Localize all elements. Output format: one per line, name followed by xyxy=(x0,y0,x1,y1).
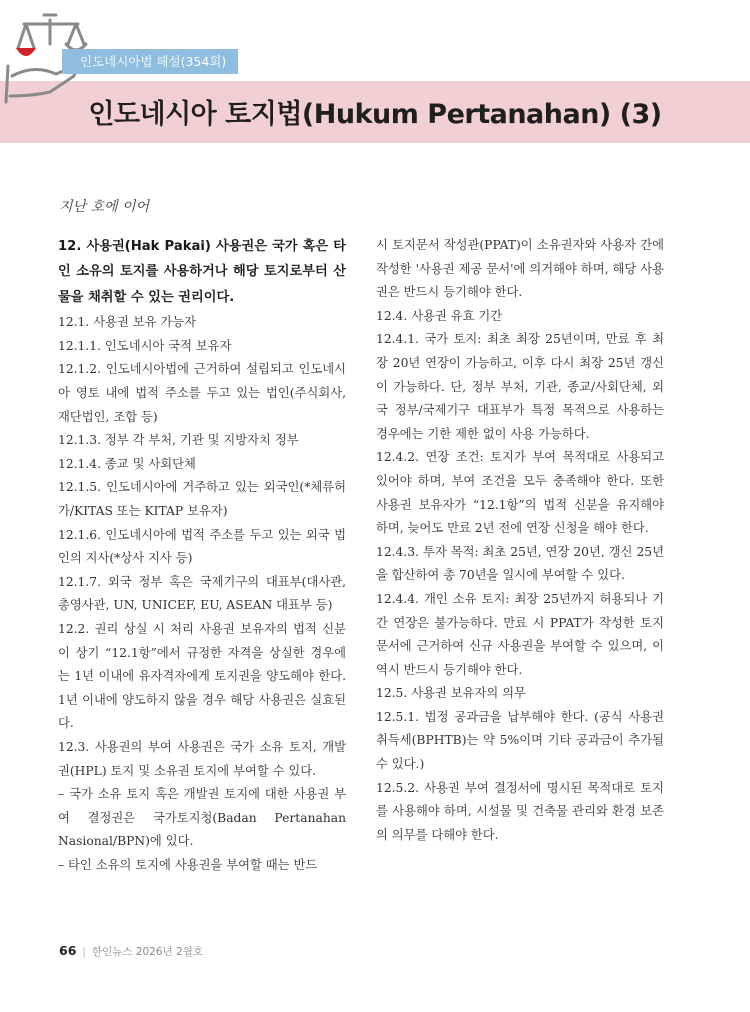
paragraph: 12.1.5. 인도네시아에 거주하고 있는 외국인(*체류허가/KITAS 또는 KITAP 보유자) xyxy=(58,480,346,518)
paragraph: 12.4.4. 개인 소유 토지: 최장 25년까지 허용되나 기간 연장은 불가능하다. 만료 시 PPAT가 작성한 토지 문서에 근거하여 신규 사용권을 부여할 수 있으며, 이 역시 반드시 등기해야 한다. xyxy=(376,591,664,677)
publication-name: 한인뉴스 2026년 2월호 xyxy=(91,946,204,958)
paragraph: 12.3. 사용권의 부여 사용권은 국가 소유 토지, 개발권(HPL) 토지 및 소유권 토지에 부여할 수 있다. xyxy=(58,739,346,778)
paragraph: 시 토지문서 작성관(PPAT)이 소유권자와 사용자 간에 작성한 '사용권 제공 문서'에 의거해야 하며, 해당 사용권은 반드시 등기해야 한다. xyxy=(376,238,664,300)
paragraph: 12.2. 권리 상실 시 처리 사용권 보유자의 법적 신분이 상기 “12.1항”에서 규정한 자격을 상실한 경우에는 1년 이내에 유자격자에게 토지권을 양도해야 한다. 1년 이내에 양도하지 않을 경우 해당 사용권은 실효된다. xyxy=(58,621,346,731)
page-title: 인도네시아 토지법(Hukum Pertanahan) (3) xyxy=(88,99,662,130)
paragraph: 12.4.1. 국가 토지: 최초 최장 25년이며, 만료 후 최장 20년 연장이 가능하고, 이후 다시 최장 25년 갱신이 가능하다. 단, 정부 부처, 기관, 종교/사회단체, 외국 정부/국제기구 대표부가 특정 목적으로 사용하는 경우에는 기한 제한 없이 사용 가능하다. xyxy=(376,332,664,441)
paragraph: 12.1.3. 정부 각 부처, 기관 및 지방자치 정부 xyxy=(58,433,299,448)
paragraph: 12.4.2. 연장 조건: 토지가 부여 목적대로 사용되고 있어야 하며, 부여 조건을 모두 충족해야 한다. 또한 사용권 보유자가 “12.1항”의 법적 신분을 유지해야 하며, 늦어도 만료 2년 전에 연장 신청을 해야 한다. xyxy=(376,450,664,536)
paragraph: 12.1. 사용권 보유 가능자 xyxy=(58,315,197,330)
right-column xyxy=(376,234,664,847)
section-heading: 12. 사용권(Hak Pakai) 사용권은 국가 혹은 타인 소유의 토지를 사용하거나 해당 토지로부터 산물을 채취할 수 있는 권리이다. xyxy=(58,239,346,305)
paragraph: 12.4. 사용권 유효 기간 xyxy=(376,308,503,323)
paragraph: 12.1.1. 인도네시아 국적 보유자 xyxy=(58,338,232,353)
paragraph: 12.5. 사용권 보유자의 의무 xyxy=(376,686,526,701)
paragraph: 12.5.2. 사용권 부여 결정서에 명시된 목적대로 토지를 사용해야 하며, 시설물 및 건축물 관리와 환경 보존의 의무를 다해야 한다. xyxy=(376,780,664,842)
series-label: 인도네시아법 해설(354회) xyxy=(62,49,238,74)
paragraph: 12.5.1. 법정 공과금을 납부해야 한다. (공식 사용권 취득세(BPHTB)는 약 5%이며 기타 공과금이 추가될 수 있다.) xyxy=(376,709,664,772)
paragraph: 12.1.4. 종교 및 사회단체 xyxy=(58,456,196,471)
paragraph: – 국가 소유 토지 혹은 개발권 토지에 대한 사용권 부여 결정권은 국가토지청(Badan Pertanahan Nasional/BPN)에 있다. xyxy=(58,787,346,849)
paragraph: 12.1.6. 인도네시아에 법적 주소를 두고 있는 외국 법인의 지사(*상사 지사 등) xyxy=(58,527,346,566)
paragraph: – 타인 소유의 토지에 사용권을 부여할 때는 반드 xyxy=(58,857,318,872)
page-footer xyxy=(59,943,203,959)
paragraph: 12.4.3. 투자 목적: 최초 25년, 연장 20년, 갱신 25년을 합산하여 총 70년을 일시에 부여할 수 있다. xyxy=(376,544,664,583)
continuation-note: 지난 호에 이어 xyxy=(59,199,150,215)
paragraph: 12.1.7. 외국 정부 혹은 국제기구의 대표부(대사관, 총영사관, UN, UNICEF, EU, ASEAN 대표부 등) xyxy=(58,574,346,613)
left-column xyxy=(58,234,346,877)
page-number: 66 xyxy=(59,943,77,958)
footer-separator: | xyxy=(82,946,86,958)
paragraph: 12.1.2. 인도네시아법에 근거하여 설립되고 인도네시아 영토 내에 법적 주소를 두고 있는 법인(주식회사, 재단법인, 조합 등) xyxy=(58,362,346,424)
